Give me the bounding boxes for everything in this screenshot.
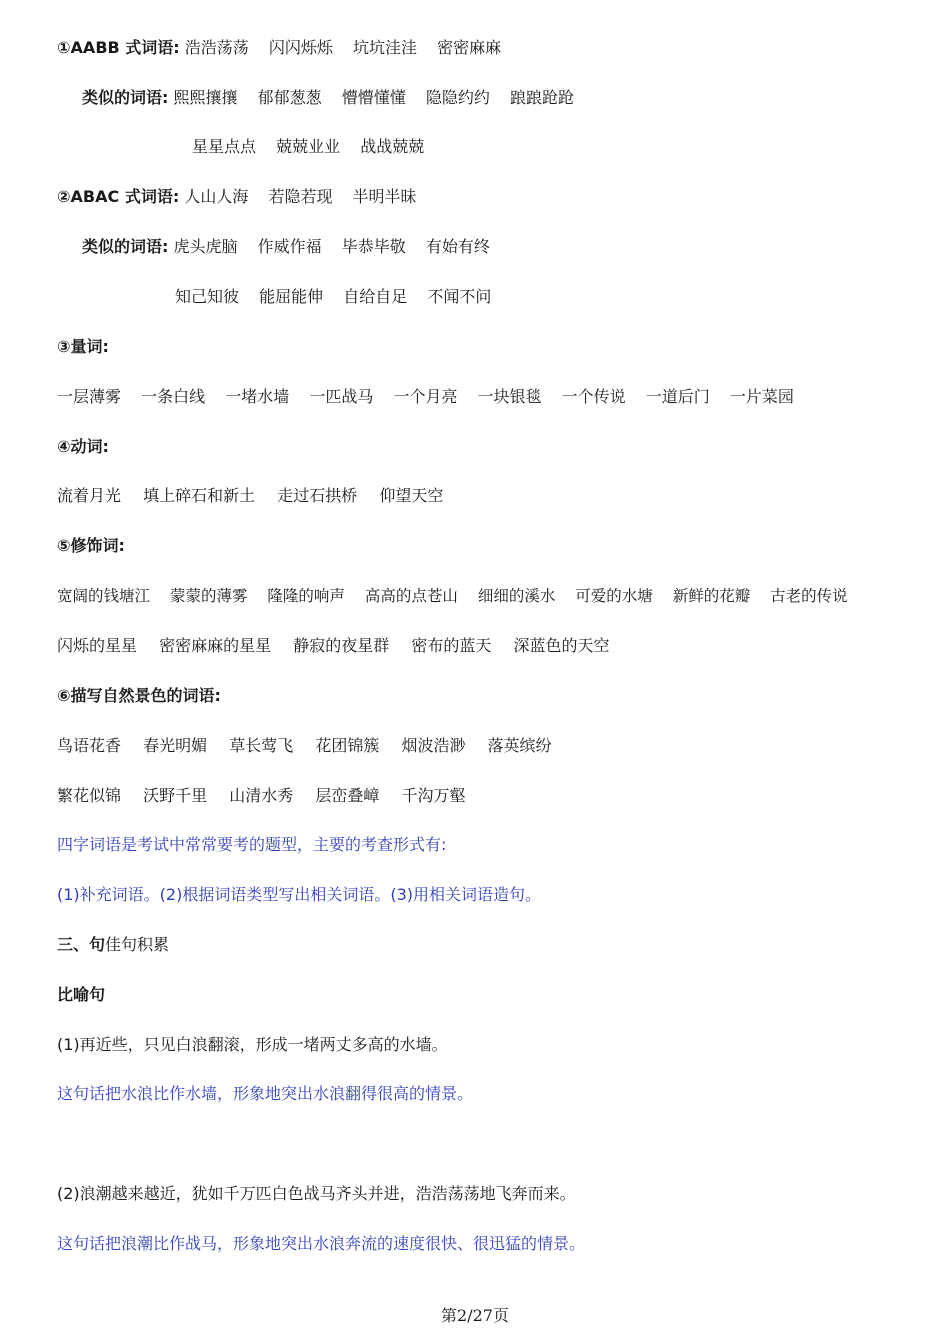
measure-heading: ③量词: [57,337,109,356]
word: 踉踉跄跄 [509,88,574,107]
word: 一堵水墙 [225,387,290,406]
aabb-heading: ①AABB 式词语: [57,38,180,57]
word: 沃野千里 [143,786,208,805]
word: 新鲜的花瓣 [672,587,751,605]
word: 一个月亮 [393,387,458,406]
word: 深蓝色的天空 [513,636,610,655]
aabb-similar-words-1 [174,88,574,107]
word: 自给自足 [343,287,408,306]
measure-words [57,387,794,406]
word: 郁郁葱葱 [257,88,322,107]
word: 一块银毯 [477,387,542,406]
aabb-similar-words-2 [192,137,424,156]
modifiers-words-2 [57,636,626,655]
word: 闪闪烁烁 [268,38,333,57]
aabb-words [185,38,501,57]
exam-note-line-1: 四字词语是考试中常常要考的题型，主要的考查形式有: [57,835,447,854]
nature-words-1 [57,736,569,755]
exam-note-line-2: (1)补充词语。(2)根据词语类型写出相关词语。(3)用相关词语造句。 [57,885,541,904]
word: 宽阔的钱塘江 [57,587,151,605]
word: 高高的点苍山 [364,587,458,605]
abac-similar-line-2 [175,282,491,312]
part3-heading [57,930,169,960]
word: 不闻不问 [427,287,492,306]
word: 山清水秀 [229,786,294,805]
word: 层峦叠嶂 [315,786,380,805]
word: 细细的溪水 [477,587,556,605]
word: 烟波浩渺 [401,736,466,755]
word: 熙熙攘攘 [173,88,238,107]
word: 繁花似锦 [57,786,122,805]
aabb-similar-line-1 [82,83,574,113]
word: 浩浩荡荡 [184,38,249,57]
verbs-words [57,486,460,505]
nature-heading: ⑥描写自然景色的词语: [57,686,221,705]
word: 填上碎石和新土 [143,486,256,505]
page-number: 第2/27页 [441,1306,509,1325]
word: 虎头虎脑 [173,237,238,256]
abac-similar-words-2 [175,287,491,306]
modifiers-line-1 [57,581,848,611]
word: 仰望天空 [379,486,444,505]
aabb-similar-line-2 [192,132,424,162]
word: 千沟万壑 [401,786,466,805]
word: 人山人海 [184,187,249,206]
modifiers-line-2 [57,631,626,661]
abac-similar-label: 类似的词语: [82,237,169,256]
word: 春光明媚 [143,736,208,755]
modifiers-words-1 [57,587,848,605]
word: 密布的蓝天 [411,636,492,655]
word: 作威作福 [257,237,322,256]
word: 可爱的水塘 [575,587,653,605]
word: 一匹战马 [309,387,374,406]
sentence-2: (2)浪潮越来越近，犹如千万匹白色战马齐头并进，浩浩荡荡地飞奔而来。 [57,1184,576,1203]
verbs-heading: ④动词: [57,437,109,456]
abac-similar-words-1 [174,237,490,256]
word: 战战兢兢 [360,137,425,156]
word: 走过石拱桥 [277,486,358,505]
simile-heading: 比喻句 [57,985,106,1004]
word: 鸟语花香 [57,736,122,755]
word: 坑坑洼洼 [353,38,418,57]
word: 流着月光 [57,486,122,505]
word: 落英缤纷 [487,736,552,755]
word: 一层薄雾 [57,387,122,406]
word: 兢兢业业 [276,137,341,156]
abac-line [57,182,417,212]
nature-words-2 [57,786,482,805]
word: 懵懵懂懂 [341,88,406,107]
sentence-2-note: 这句话把浪潮比作战马，形象地突出水浪奔流的速度很快、很迅猛的情景。 [57,1234,586,1253]
measure-words-line [57,382,794,412]
word: 若隐若现 [268,187,333,206]
word: 草长莺飞 [229,736,294,755]
word: 知己知彼 [175,287,240,306]
word: 静寂的夜星群 [293,636,390,655]
word: 隐隐约约 [425,88,490,107]
word: 星星点点 [192,137,257,156]
modifiers-heading: ⑤修饰词: [57,536,125,555]
part3-heading-bold: 三、句 [57,935,106,954]
word: 一条白线 [141,387,206,406]
sentence-1: (1)再近些，只见白浪翻滚，形成一堵两丈多高的水墙。 [57,1035,448,1054]
verbs-words-line [57,481,460,511]
word: 半明半昧 [352,187,417,206]
abac-heading: ②ABAC 式词语: [57,187,180,206]
word: 一片菜园 [729,387,794,406]
word: 闪烁的星星 [57,636,138,655]
part3-heading-rest: 佳句积累 [105,935,170,954]
word: 有始有终 [425,237,490,256]
word: 能屈能伸 [259,287,324,306]
word: 毕恭毕敬 [341,237,406,256]
word: 花团锦簇 [315,736,380,755]
word: 一个传说 [561,387,626,406]
nature-line-2 [57,781,482,811]
word: 蒙蒙的薄雾 [169,587,248,605]
nature-line-1 [57,731,569,761]
aabb-line [57,33,501,63]
word: 隆隆的响声 [267,587,345,605]
sentence-1-note: 这句话把水浪比作水墙，形象地突出水浪翻得很高的情景。 [57,1084,474,1103]
abac-words [184,187,416,206]
word: 一道后门 [645,387,710,406]
abac-similar-line-1 [82,232,490,262]
word: 密密麻麻 [437,38,502,57]
aabb-similar-label: 类似的词语: [82,88,169,107]
word: 密密麻麻的星星 [159,636,272,655]
word: 古老的传说 [770,587,848,605]
